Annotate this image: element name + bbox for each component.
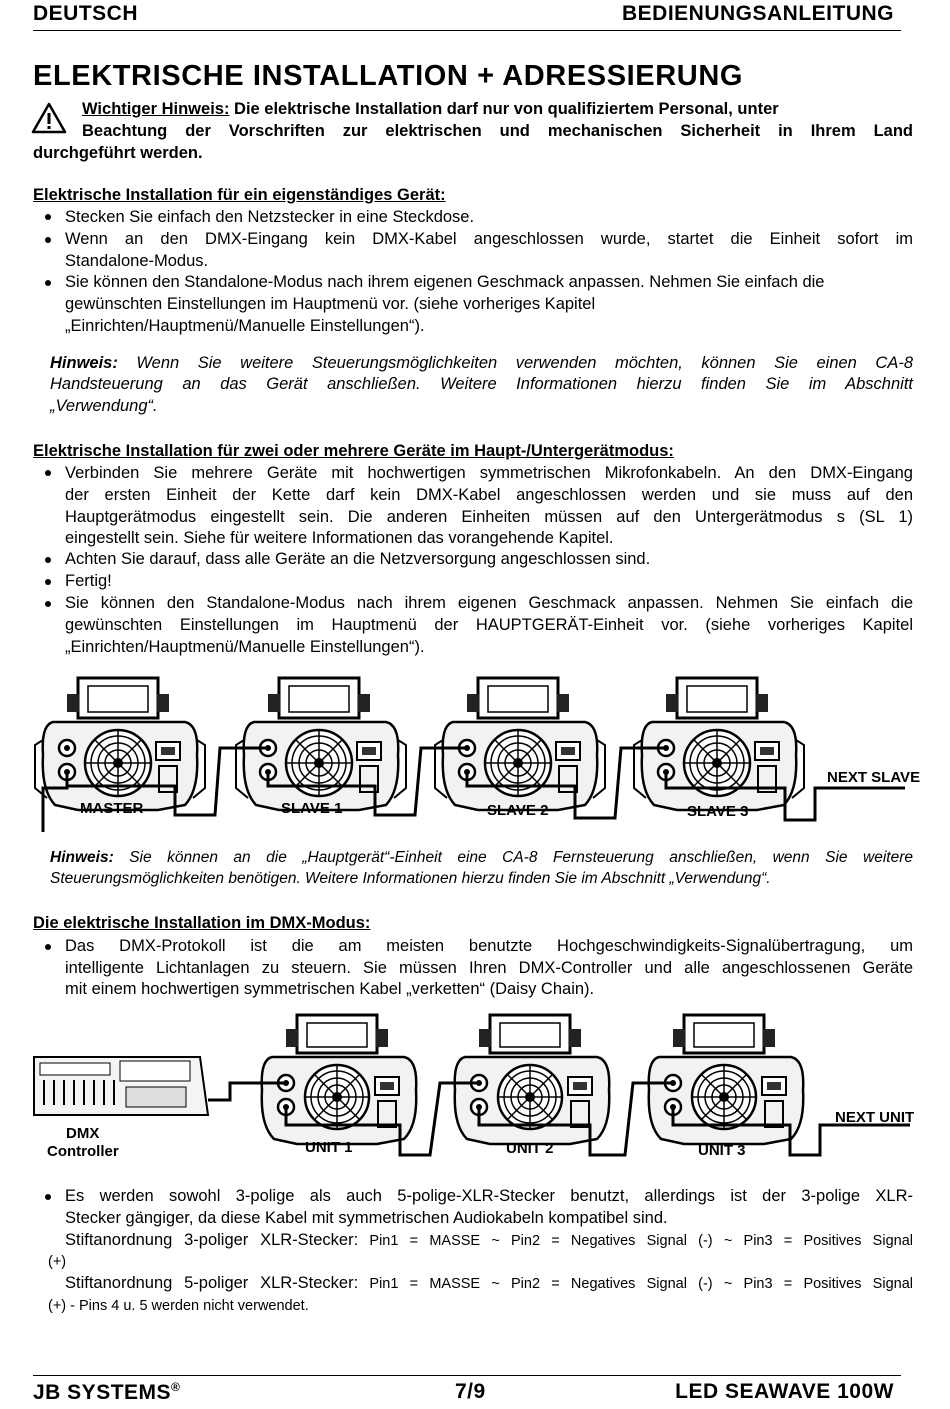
bullet	[45, 557, 51, 563]
bullet	[45, 470, 51, 476]
section2-bullet-1-end: eingestellt sein. Siehe für weitere Informationen das vorangehende Kapitel.	[65, 529, 614, 547]
section2-bullet-1: Verbinden Sie mehrere Geräte mit hochwertigen symmetrischen Mikrofonkabeln. An den DMX-Eingang	[65, 464, 913, 482]
section2-bullet-4-cont: gewünschten Einstellungen im Hauptmenü der HAUPTGERÄT-Einheit vor. (siehe vorheriges Kapitel	[65, 616, 913, 634]
pin5-line-end: (+) - Pins 4 u. 5 werden nicht verwendet.	[48, 1298, 309, 1314]
diagram1-label-slave-1: SLAVE 1	[281, 800, 343, 817]
master-slave-diagram	[25, 660, 935, 835]
section3-bullet-1-cont: intelligente Lichtanlagen zu steuern. Sie müssen Ihren DMX-Controller und alle angeschlossenen Geräte	[65, 959, 913, 977]
bullet	[45, 1194, 51, 1200]
diagram2-label-unit-1: UNIT 1	[305, 1139, 353, 1156]
section2-bullet-1-cont: der ersten Einheit der Kette darf kein DMX-Kabel angeschlossen werden und sie muss auf den	[65, 486, 913, 504]
pin3-line-end: (+)	[48, 1254, 67, 1270]
diagram2-label-next-unit: NEXT UNIT	[835, 1109, 915, 1126]
diagram1-label-master: MASTER	[80, 800, 144, 817]
dmx-controller-icon	[34, 1057, 208, 1115]
footer-page-number: 7/9	[455, 1380, 486, 1403]
bullet	[45, 237, 51, 243]
section4-bullet-1-cont: Stecker gängiger, da diese Kabel mit symmetrischen Audiokabeln kompatibel sind.	[65, 1209, 668, 1227]
section2-bullet-2: Achten Sie darauf, dass alle Geräte an die Netzversorgung angeschlossen sind.	[65, 550, 651, 568]
section1-note-line-2: Handsteuerung an das Gerät anschließen. Weitere Informationen hierzu finden Sie im Abschnitt	[50, 375, 913, 393]
section2-bullet-3: Fertig!	[65, 572, 112, 590]
section1-bullet-3-end: „Einrichten/Hauptmenü/Manuelle Einstellungen“).	[65, 317, 425, 335]
section1-heading: Elektrische Installation für ein eigenständiges Gerät:	[33, 186, 446, 204]
bullet	[45, 214, 51, 220]
diagram2-label-unit-2: UNIT 2	[506, 1140, 554, 1157]
warning-line-1: Wichtiger Hinweis: Die elektrische Installation darf nur von qualifiziertem Personal, unter	[82, 100, 779, 118]
footer-product: LED SEAWAVE 100W	[675, 1380, 894, 1403]
section1-bullet-2-cont: Standalone-Modus.	[65, 252, 209, 270]
section2-bullet-1-cont: Hauptgerätmodus eingestellt sein. Die anderen Einheiten müssen auf den Untergerätmodus s (SL 1)	[65, 508, 913, 526]
section1-note-line-1: Hinweis: Wenn Sie weitere Steuerungsmöglichkeiten verwenden möchten, können Sie einen CA-8	[50, 354, 913, 372]
bullet	[45, 601, 51, 607]
section3-bullet-1: Das DMX-Protokoll ist die am meisten benutzte Hochgeschwindigkeits-Signalübertragung, um	[65, 937, 913, 955]
header-language: DEUTSCH	[33, 2, 139, 25]
bullet	[45, 579, 51, 585]
section1-note-line-3: „Verwendung“.	[50, 397, 158, 415]
warning-label: Wichtiger Hinweis:	[82, 100, 230, 118]
section1-bullet-3-cont: gewünschten Einstellungen im Hauptmenü vor. (siehe vorheriges Kapitel	[65, 295, 596, 313]
diagram1-label-slave-3: SLAVE 3	[687, 803, 749, 820]
pin3-line: Stiftanordnung 3-poliger XLR-Stecker: Pin1 = MASSE ~ Pin2 = Negatives Signal (-) ~ Pin3 = Positives Signal	[65, 1231, 913, 1249]
header-doc-type: BEDIENUNGSANLEITUNG	[621, 2, 894, 25]
section1-bullet-1: Stecken Sie einfach den Netzstecker in eine Steckdose.	[65, 208, 475, 226]
section3-bullet-1-end: mit einem hochwertigen symmetrischen Kabel „verketten“ (Daisy Chain).	[65, 980, 595, 998]
controller-label-line-1: DMX	[66, 1125, 100, 1142]
note2-line-2: Steuerungsmöglichkeiten benötigen. Weitere Informationen hierzu finden Sie im Abschnitt „Verwendung“.	[50, 870, 771, 887]
footer-rule	[33, 1375, 901, 1376]
diagram1-label-next-slave: NEXT SLAVE	[827, 769, 921, 786]
section2-heading: Elektrische Installation für zwei oder mehrere Geräte im Haupt-/Untergerätmodus:	[33, 442, 674, 460]
warning-line-3: durchgeführt werden.	[33, 144, 203, 162]
pin5-line: Stiftanordnung 5-poliger XLR-Stecker: Pin1 = MASSE ~ Pin2 = Negatives Signal (-) ~ Pin3 = Positives Signal	[65, 1274, 913, 1292]
section4-bullet-1: Es werden sowohl 3-polige als auch 5-polige-XLR-Stecker benutzt, allerdings ist der 3-polige XLR-	[65, 1187, 913, 1205]
bullet	[45, 944, 51, 950]
dmx-chain-diagram	[30, 1005, 935, 1170]
section3-heading: Die elektrische Installation im DMX-Modus:	[33, 914, 371, 932]
note2-line-1: Hinweis: Sie können an die „Hauptgerät“-Einheit eine CA-8 Fernsteuerung anschließen, wenn Sie weitere	[50, 849, 913, 866]
section1-bullet-2: Wenn an den DMX-Eingang kein DMX-Kabel angeschlossen wurde, startet die Einheit sofort im	[65, 230, 913, 248]
bullet	[45, 280, 51, 286]
page-title: ELEKTRISCHE INSTALLATION + ADRESSIERUNG	[33, 60, 744, 92]
warning-line-2: Beachtung der Vorschriften zur elektrischen und mechanischen Sicherheit in Ihrem Land	[82, 122, 913, 140]
section1-bullet-3: Sie können den Standalone-Modus nach ihrem eigenen Geschmack anpassen. Nehmen Sie einfach die	[65, 273, 825, 291]
header-rule	[33, 30, 901, 31]
section2-bullet-4: Sie können den Standalone-Modus nach ihrem eigenen Geschmack anpassen. Nehmen Sie einfach die	[65, 594, 913, 612]
section2-bullet-4-end: „Einrichten/Hauptmenü/Manuelle Einstellungen“).	[65, 638, 425, 656]
diagram1-label-slave-2: SLAVE 2	[487, 802, 549, 819]
footer-brand: JB SYSTEMS®	[33, 1380, 181, 1404]
warning-icon	[31, 102, 67, 134]
diagram2-label-unit-3: UNIT 3	[698, 1142, 746, 1159]
controller-label-line-2: Controller	[47, 1143, 119, 1160]
